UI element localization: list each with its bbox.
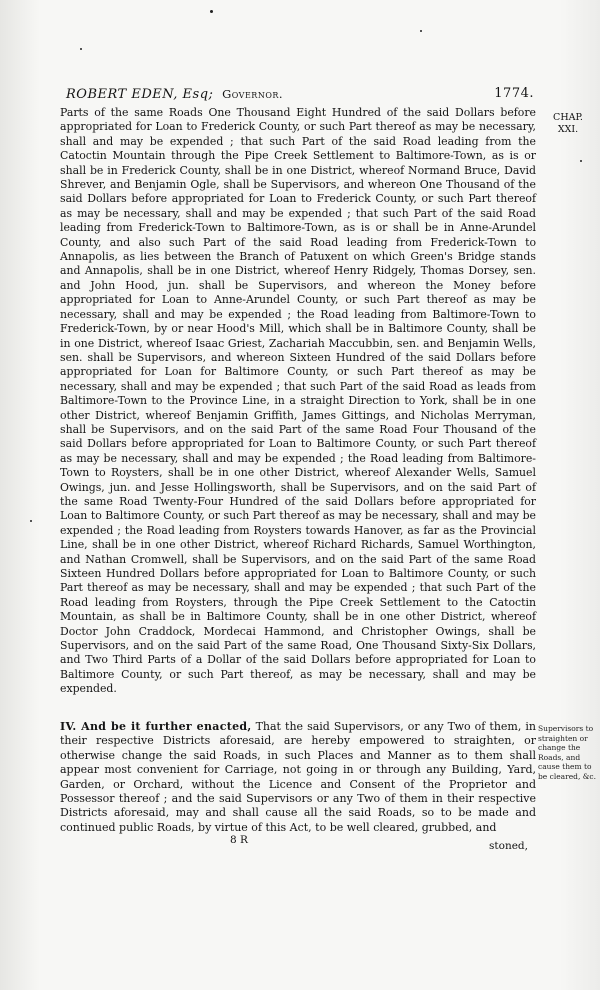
marginal-note: Supervisors to straighten or change the Roads, and cause them to be cleared, &c. (538, 724, 596, 781)
section-iv-paragraph (60, 720, 536, 835)
running-header (66, 86, 536, 103)
signature-mark: 8 R (230, 834, 248, 846)
governor-label: Governor. (222, 87, 284, 101)
chapter-number: XXI. (557, 124, 579, 135)
page-footer (60, 834, 536, 850)
chapter-label: CHAP. (553, 112, 583, 123)
ink-speck (420, 30, 422, 32)
section-iv (60, 720, 536, 835)
chapter-marker (540, 112, 596, 136)
ink-speck (580, 160, 582, 162)
ink-speck (30, 520, 32, 522)
year-number: 1774. (494, 86, 534, 101)
ink-speck (210, 10, 213, 13)
running-title: ROBERT EDEN, Esq; (66, 87, 214, 102)
body-paragraph: Parts of the same Roads One Thousand Eight Hundred of the said Dollars before appropriated for Loan to Frederick County, or such Part thereof as may be necessary, shall and may be expended ; that such Part of the said Road leading from the Catoctin Mountain through the Pipe Creek Settlement to Baltimore-Town, as is or shall be in Frederick County, shall be in one District, whereof Normand Bruce, David Shrever, and Benjamin Ogle, shall be Supervisors, and whereon One Thousand of the said Dollars before appropriated for Loan to Frederick County, or such Part thereof as may be necessary, shall and may be expended ; that such Part of the said Road leading from Frederick-Town to Baltimore-Town, as is or shall be in Anne-Arundel County, and also such Part of the said Road leading from Frederick-Town to Annapolis, as lies between the Branch of Patuxent on which Green's Bridge stands and Annapolis, shall be in one District, whereof Henry Ridgely, Thomas Dorsey, sen. and John Hood, jun. shall be Supervisors, and whereon the Money before appropriated for Loan to Anne-Arundel County, or such Part thereof as may be necessary, shall and may be expended ; the Road leading from Baltimore-Town to Frederick-Town, by or near Hood's Mill, which shall be in Baltimore County, shall be in one District, whereof Isaac Griest, Zachariah Maccubbin, sen. and Benjamin Wells, sen. shall be Supervisors, and whereon Sixteen Hundred of the said Dollars before appropriated for Loan for Baltimore County, or such Part thereof as may be necessary, shall and may be expended ; that such Part of the said Road as leads from Baltimore-Town to the Province Line, in a straight Direction to York, shall be in one other District, whereof Benjamin Griffith, James Gittings, and Nicholas Merryman, shall be Supervisors, and on the said Part of the same Road Four Thousand of the said Dollars before appropriated for Loan to Baltimore County, or such Part thereof as may be necessary, shall and may be expended ; the Road leading from Baltimore-Town to Roysters, shall be in one other District, whereof Alexander Wells, Samuel Owings, jun. and Jesse Hollingsworth, shall be Supervisors, and on the said Part of the same Road Twenty-Four Hundred of the said Dollars before appropriated for Loan to Baltimore County, or such Part thereof as may be necessary, shall and may be expended ; the Road leading from Roysters towards Hanover, as far as the Provincial Line, shall be in one other District, whereof Richard Richards, Samuel Worthington, and Nathan Cromwell, shall be Supervisors, and on the said Part of the same Road Sixteen Hundred Dollars before appropriated for Loan to Baltimore County, or such Part thereof as may be necessary, shall and may be expended ; that such Part of the Road leading from Roysters, through the Pipe Creek Settlement to the Catoctin Mountain, as shall be in Baltimore County, shall be in one other District, whereof Doctor John Craddock, Mordecai Hammond, and Christopher Owings, shall be Supervisors, and on the said Part of the same Road, One Thousand Sixty-Six Dollars, and Two Third Parts of a Dollar of the said Dollars before appropriated for Loan to Baltimore County, or such Part thereof, as may be necessary, shall and may be expended. (60, 106, 536, 696)
section-lead: IV. And be it further enacted, (60, 720, 252, 733)
section-text: That the said Supervisors, or any Two of them, in their respective Districts aforesaid, are hereby empowered to straighten, or otherwise change the said Roads, in such Places and Manner as to them shall appear most convenient for Carriage, not going in or through any Building, Yard, Garden, or Orchard, without the Licence and Consent of the Proprietor and Possessor thereof ; and the said Supervisors or any Two of them in their respective Districts aforesaid, may and shall cause all the said Roads, so to be made and continued public Roads, by virtue of this Act, to be well cleared, grubbed, and (60, 720, 536, 834)
catchword: stoned, (489, 840, 528, 852)
ink-speck (80, 48, 82, 50)
body-text (60, 106, 536, 697)
